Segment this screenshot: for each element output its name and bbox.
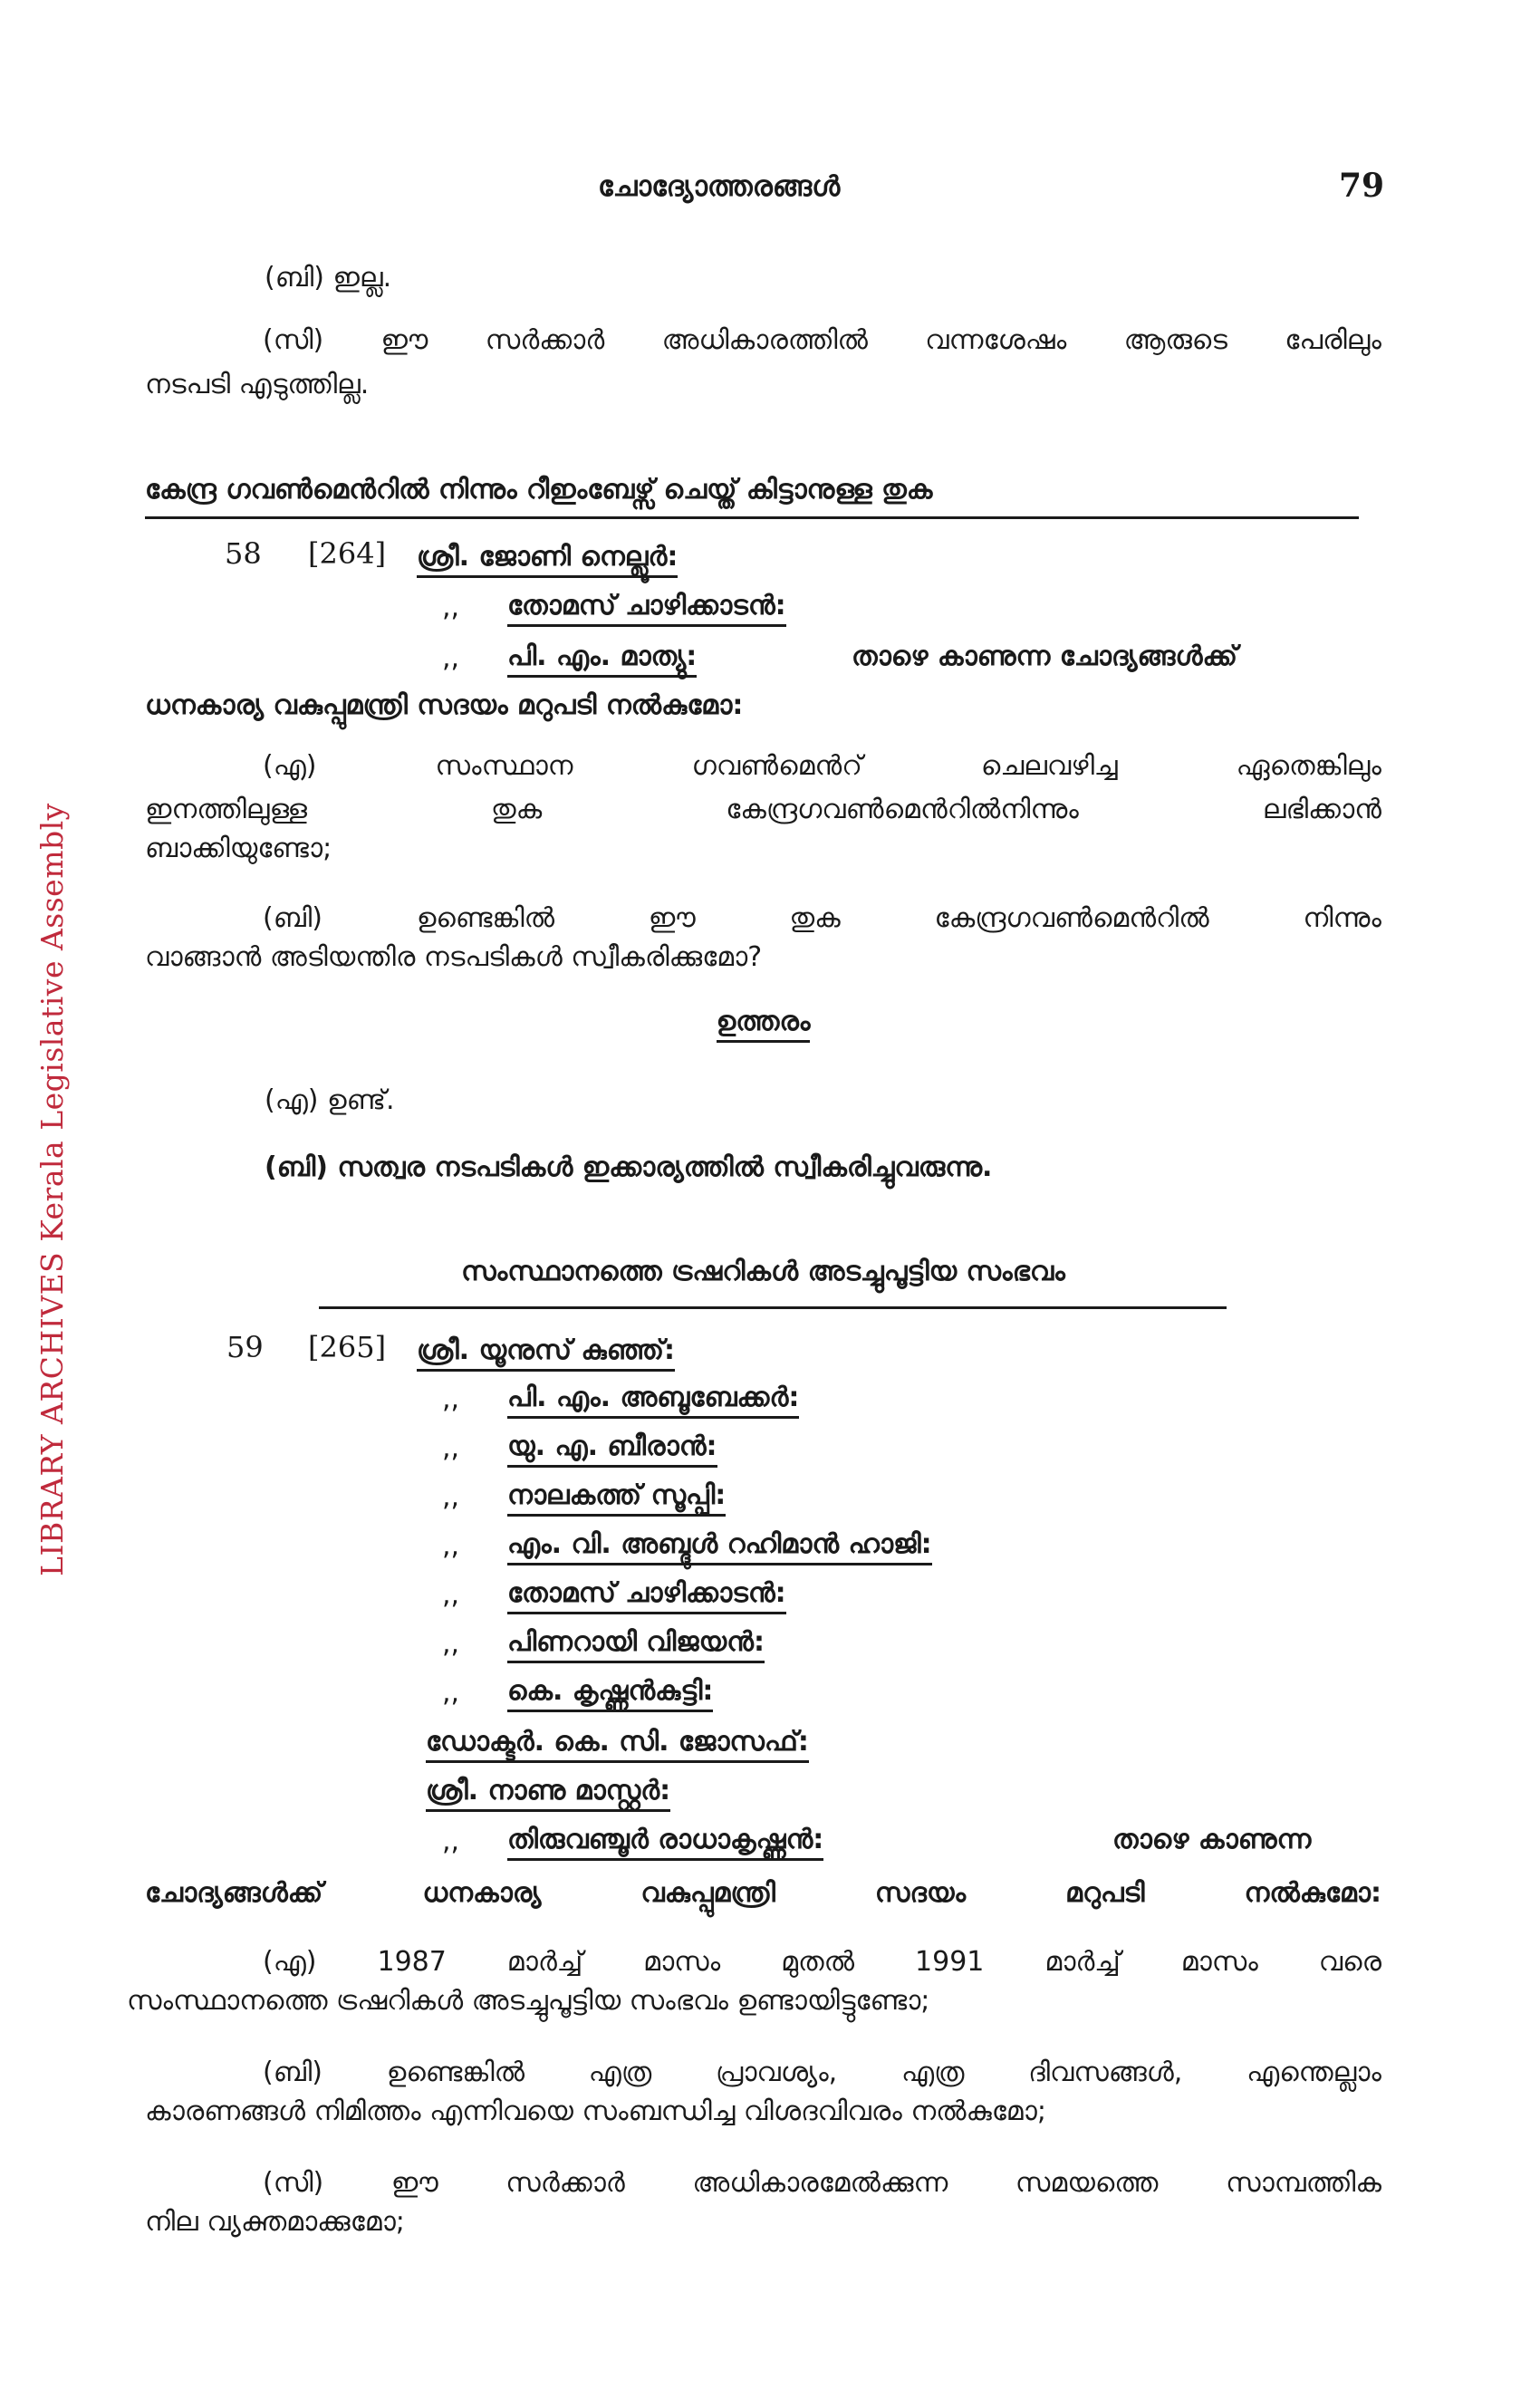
q59-question-a-line2: സംസ്ഥാനത്തെ ട്രഷറികൾ അടച്ചുപൂട്ടിയ സംഭവം ഉണ്ടായിട്ടുണ്ടോ; xyxy=(127,1985,930,2017)
prev-answer-b: (ബി) ഇല്ല. xyxy=(265,262,392,294)
q58-question-b-line1: (ബി) ഉണ്ടെങ്കിൽ ഈ തുക കേന്ദ്രഗവൺമെൻറിൽ നിന്നും xyxy=(263,902,1381,934)
q59-member-prefix: ,, xyxy=(442,1579,460,1611)
q59-member-7: പിണറായി വിജയൻ: xyxy=(507,1620,765,1665)
q59-question-a-line1: (എ) 1987 മാർച്ച് മാസം മുതൽ 1991 മാർച്ച് മാസം വരെ xyxy=(263,1946,1381,1978)
q58-number: 58 xyxy=(225,536,262,571)
q59-member-1: ശ്രീ. യൂനുസ് കുഞ്ഞ്: xyxy=(417,1328,675,1373)
q59-intro-line2: ചോദ്യങ്ങൾക്ക് ധനകാര്യ വകുപ്പുമന്ത്രി സദയം മറുപടി നൽകുമോ: xyxy=(145,1877,1381,1909)
q58-member-3: പി. എം. മാത്യു: xyxy=(507,634,697,679)
page-title: ചോദ്യോത്തരങ്ങൾ xyxy=(598,170,841,203)
q59-intro-tail: താഴെ കാണുന്ന xyxy=(1112,1824,1312,1855)
q58-member-3-prefix: ,, xyxy=(442,642,460,674)
q59-member-last: തിരുവഞ്ചൂർ രാധാകൃഷ്ണൻ: xyxy=(507,1817,823,1863)
archive-watermark: LIBRARY ARCHIVES Kerala Legislative Assembly xyxy=(34,803,70,1576)
q58-question-a-line1: (എ) സംസ്ഥാന ഗവൺമെൻറ് ചെലവഴിച്ച ഏതെങ്കിലും xyxy=(263,750,1381,782)
q59-member-sri: ശ്രീ. നാണു മാസ്റ്റർ: xyxy=(426,1768,670,1814)
q59-member-doctor: ഡോക്ടർ. കെ. സി. ജോസഫ്: xyxy=(426,1720,809,1765)
q59-member-prefix: ,, xyxy=(442,1677,460,1709)
q59-member-5: എം. വി. അബ്ദുൾ റഹിമാൻ ഹാജി: xyxy=(507,1522,932,1567)
q59-question-b-line1: (ബി) ഉണ്ടെങ്കിൽ എത്ര പ്രാവശ്യം, എത്ര ദിവസങ്ങൾ, എന്തെല്ലാം xyxy=(263,2057,1381,2088)
q58-answer-a: (എ) ഉണ്ട്. xyxy=(265,1084,395,1116)
q59-member-8: കെ. കൃഷ്ണൻകുട്ടി: xyxy=(507,1669,713,1714)
q59-number: 59 xyxy=(226,1330,264,1364)
q59-question-c-line2: നില വ്യക്തമാക്കുമോ; xyxy=(145,2206,405,2238)
q58-member-1: ശ്രീ. ജോണി നെല്ലൂർ: xyxy=(417,535,678,580)
q59-member-6: തോമസ് ചാഴിക്കാടൻ: xyxy=(507,1571,786,1616)
q58-question-b-line2: വാങ്ങാൻ അടിയന്തിര നടപടികൾ സ്വീകരിക്കുമോ? xyxy=(145,941,763,973)
q58-heading-rule xyxy=(145,516,1359,519)
q59-heading: സംസ്ഥാനത്തെ ട്രഷറികൾ അടച്ചുപൂട്ടിയ സംഭവം xyxy=(461,1256,1065,1287)
q58-member-2: തോമസ് ചാഴിക്കാടൻ: xyxy=(507,583,786,629)
q59-member-prefix: ,, xyxy=(442,1530,460,1562)
page-number: 79 xyxy=(1339,167,1385,205)
q59-member-prefix: ,, xyxy=(442,1481,460,1513)
q58-answer-heading: ഉത്തരം xyxy=(145,1006,1381,1037)
q59-member-3: യു. എ. ബീരാൻ: xyxy=(507,1424,717,1469)
q58-question-a-line2: ഇനത്തിലുള്ള തുക കേന്ദ്രഗവൺമെൻറിൽനിന്നും ലഭിക്കാൻ xyxy=(145,794,1381,825)
q59-heading-rule xyxy=(319,1306,1227,1309)
q58-member-2-prefix: ,, xyxy=(442,592,460,623)
q59-member-4: നാലകത്ത് സൂപ്പി: xyxy=(507,1473,726,1518)
q58-intro-line2: ധനകാര്യ വകുപ്പുമന്ത്രി സദയം മറുപടി നൽകുമോ: xyxy=(145,689,744,721)
q59-member-last-prefix: ,, xyxy=(442,1825,460,1857)
q59-member-prefix: ,, xyxy=(442,1383,460,1415)
q59-member-prefix: ,, xyxy=(442,1628,460,1660)
q59-code: [265] xyxy=(308,1330,387,1364)
q58-code: [264] xyxy=(308,536,387,571)
q59-question-b-line2: കാരണങ്ങൾ നിമിത്തം എന്നിവയെ സംബന്ധിച്ച വിശദവിവരം നൽകുമോ; xyxy=(145,2095,1046,2127)
q58-question-a-line3: ബാക്കിയുണ്ടോ; xyxy=(145,833,332,864)
q58-heading: കേന്ദ്ര ഗവൺമെൻറിൽ നിന്നും റീഇംബേഴ്സ് ചെയ്ത് കിട്ടാനുള്ള തുക xyxy=(145,474,933,506)
q59-member-2: പി. എം. അബൂബേക്കർ: xyxy=(507,1375,799,1421)
q58-answer-b: (ബി) സത്വര നടപടികൾ ഇക്കാര്യത്തിൽ സ്വീകരിച്ചുവരുന്നു. xyxy=(265,1151,993,1183)
prev-answer-c-line1: (സി) ഈ സർക്കാർ അധികാരത്തിൽ വന്നശേഷം ആരുടെ പേരിലും xyxy=(263,324,1381,356)
q58-intro-tail: താഴെ കാണുന്ന ചോദ്യങ്ങൾക്ക് xyxy=(852,641,1238,672)
q59-member-prefix: ,, xyxy=(442,1432,460,1464)
q59-question-c-line1: (സി) ഈ സർക്കാർ അധികാരമേൽക്കുന്ന സമയത്തെ സാമ്പത്തിക xyxy=(263,2167,1381,2199)
prev-answer-c-line2: നടപടി എടുത്തില്ല. xyxy=(145,369,370,400)
